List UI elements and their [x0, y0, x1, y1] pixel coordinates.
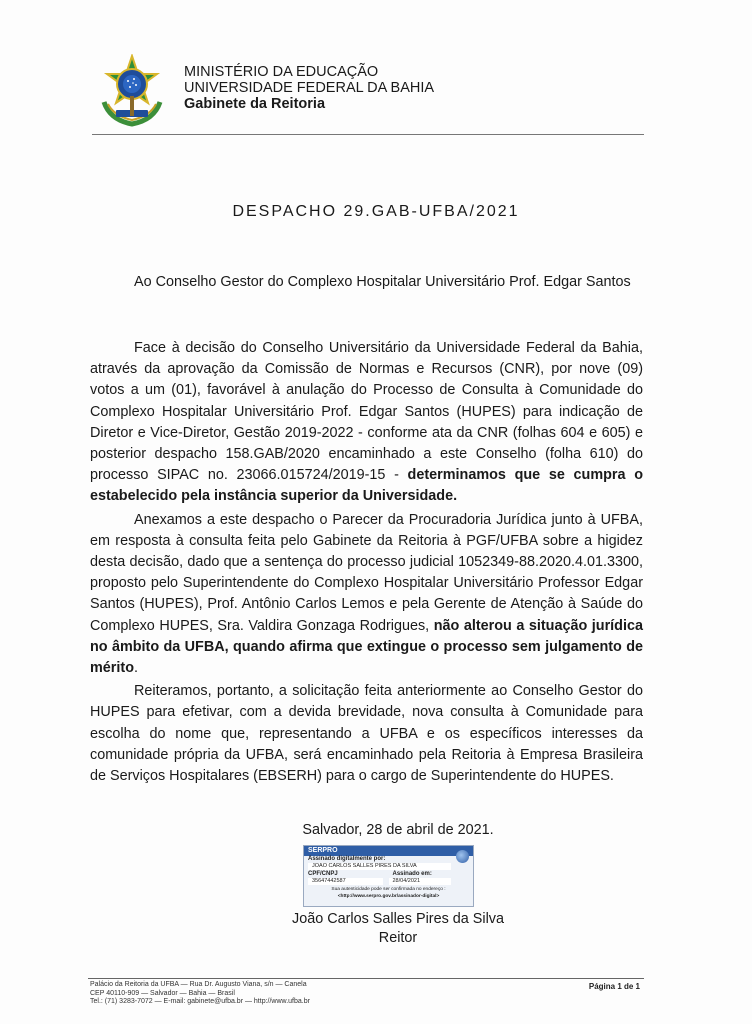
stamp-brand: SERPRO — [304, 846, 473, 856]
paragraph-1-text: Face à decisão do Conselho Universitário da Universidade Federal da Bahia, através da aprovação da Comissão de Normas e Recursos (CNR), por nove (09) votos a um (01), favorável à anulação do Processo de Consulta à Comunidade do Complexo Hospitalar Universitário Prof. Edgar Santos (HUPES) para indicação de Diretor e Vice-Diretor, Gestão 2019-2022 - conforme ata da CNR (folhas 604 e 605) e posterior despacho 158.GAB/2020 encaminhado a este Conselho (folha 610) do processo SIPAC no. 23066.015724/2019-15 - — [90, 340, 643, 484]
paragraph-3: Reiteramos, portanto, a solicitação feita anteriormente ao Conselho Gestor do HUPES para efetivar, com a devida brevidade, nova consulta à Comunidade para escolha do nome que, representando a UFBA e os específicos interesses da comunidade própria da UFBA, será encaminhado pela Reitoria à Empresa Brasileira de Serviços Hospitalares (EBSERH) para o cargo de Superintendente do HUPES. — [90, 683, 643, 785]
paragraph-2-bold: não alterou a situação jurídica no âmbito da UFBA, quando afirma que extingue o processo sem julgamento de mérito — [90, 617, 643, 677]
paragraph-1 — [90, 338, 643, 508]
letterhead — [92, 50, 648, 136]
addressee-line: Ao Conselho Gestor do Complexo Hospitalar Universitário Prof. Edgar Santos — [134, 274, 631, 290]
paragraph-2-end: . — [133, 660, 138, 677]
letterhead-text — [184, 64, 434, 112]
stamp-signed-label: Assinado digitalmente por: — [308, 856, 386, 862]
brazil-coat-of-arms-icon — [94, 54, 170, 130]
stamp-footnote-2: <http://www.serpro.gov.br/assinador-digital> — [337, 893, 440, 899]
document-title: DESPACHO 29.GAB-UFBA/2021 — [232, 203, 520, 220]
signer-name: João Carlos Salles Pires da Silva — [292, 911, 504, 927]
stamp-cpf-value: 35647442587 — [308, 878, 383, 885]
footer-line-1: Palácio da Reitoria da UFBA — Rua Dr. Augusto Viana, s/n — Canela — [90, 981, 307, 988]
date-line: Salvador, 28 de abril de 2021. — [302, 822, 494, 838]
paragraph-2-text: Anexamos a este despacho o Parecer da Procuradoria Jurídica junto à UFBA, em resposta à consulta feita pelo Gabinete da Reitoria à PGF/UFBA sobre a higidez desta decisão, dado que a sentença do processo judicial 1052349-88.2020.4.01.3300, proposto pelo Superintendente do Complexo Hospitalar Universitário Professor Edgar Santos (HUPES), Prof. Antônio Carlos Lemos e pela Gerente de Atenção à Saúde do Complexo HUPES, Sra. Valdira Gonzaga Rodrigues, — [90, 511, 643, 634]
paragraph-1-bold: determinamos que se cumpra o estabelecido pela instância superior da Universidade. — [90, 467, 643, 505]
stamp-date-value: 28/04/2021 — [389, 878, 452, 885]
signature-block — [22, 910, 752, 948]
office-name: Gabinete da Reitoria — [184, 96, 326, 112]
footer-address — [90, 981, 310, 1007]
stamp-cpf-label: CPF/CNPJ — [308, 871, 338, 877]
page-number: Página 1 de 1 — [588, 982, 640, 991]
globe-icon — [456, 850, 469, 863]
stamp-footnote-1: Sua autenticidade pode ser confirmada no endereço : — [331, 887, 446, 892]
footer-divider — [88, 978, 644, 979]
university-name: UNIVERSIDADE FEDERAL DA BAHIA — [184, 80, 435, 96]
digital-signature-stamp — [303, 845, 474, 907]
footer-line-2: CEP 40110-909 — Salvador — Bahia — Brasil — [90, 989, 235, 997]
stamp-date-label: Assinado em: — [392, 871, 432, 877]
footer-line-3: Tel.: (71) 3283-7072 — E-mail: gabinete@ufba.br — http://www.ufba.br — [90, 998, 310, 1005]
paragraph-2 — [90, 510, 643, 680]
stamp-details-row — [304, 871, 473, 886]
document-body — [90, 338, 643, 787]
signer-role: Reitor — [378, 930, 418, 946]
stamp-signer-name: JOAO CARLOS SALLES PIRES DA SILVA — [308, 863, 451, 870]
header-divider — [92, 134, 644, 135]
ministry-name: MINISTÉRIO DA EDUCAÇÃO — [184, 64, 379, 80]
